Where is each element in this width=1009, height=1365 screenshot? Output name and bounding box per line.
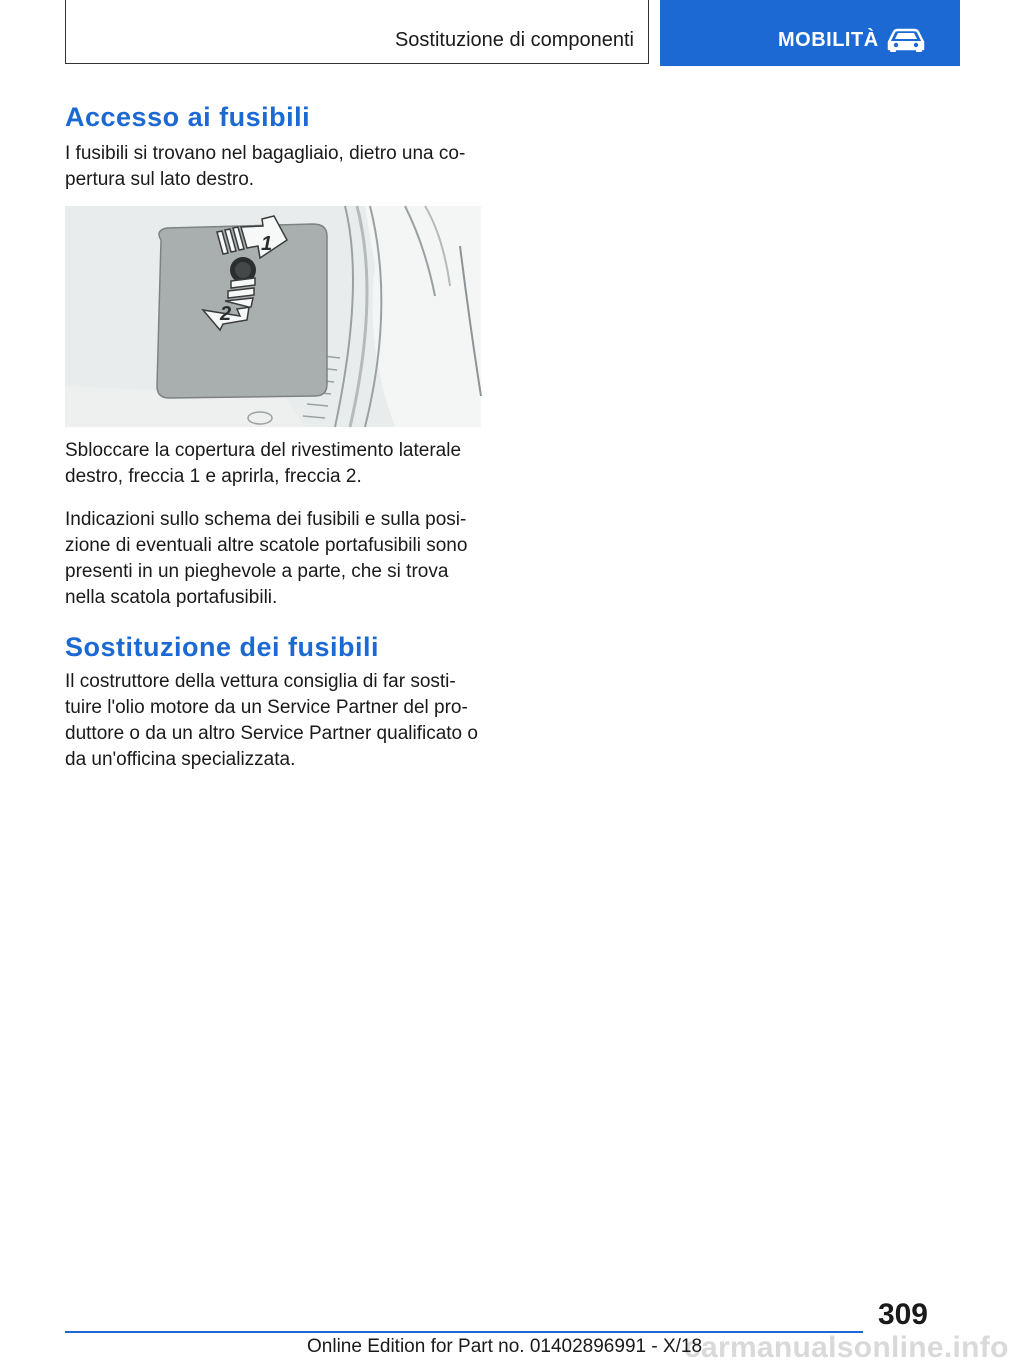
trunk-side-panel-drawing xyxy=(65,206,481,427)
text-line: tuire l'olio motore da un Service Partner del pro- xyxy=(65,697,468,718)
text-line: nella scatola portafusibili. xyxy=(65,587,278,608)
note-paragraph xyxy=(65,507,485,611)
fuse-cover-illustration xyxy=(65,206,481,427)
section-header-tab xyxy=(65,0,649,64)
car-icon xyxy=(886,27,926,53)
edition-info: Online Edition for Part no. 01402896991 - X/18 xyxy=(307,1336,703,1357)
text-line: duttore o da un altro Service Partner qualificato o xyxy=(65,723,478,744)
text-line: destro, freccia 1 e aprirla, freccia 2. xyxy=(65,466,362,487)
watermark: carmanualsonline.info xyxy=(684,1331,1009,1364)
text-line: Sbloccare la copertura del rivestimento laterale xyxy=(65,440,462,461)
chapter-header-tab xyxy=(660,0,960,66)
text-line: I fusibili si trovano nel bagagliaio, dietro una co- xyxy=(65,143,466,164)
chapter-title: MOBILITÀ xyxy=(778,29,879,51)
arrow-1-label: 1 xyxy=(261,233,273,255)
text-line: zione di eventuali altre scatole portafusibili sono xyxy=(65,535,468,556)
section-title: Sostituzione di componenti xyxy=(394,29,634,51)
page-number: 309 xyxy=(877,1298,928,1331)
text-line: pertura sul lato destro. xyxy=(65,169,255,190)
text-line: Indicazioni sullo schema dei fusibili e sulla posi- xyxy=(65,509,467,530)
text-line: da un'officina specializzata. xyxy=(65,749,296,770)
text-line: Il costruttore della vettura consiglia di far sosti- xyxy=(65,671,456,692)
intro-paragraph xyxy=(65,141,485,193)
heading-accesso-fusibili: Accesso ai fusibili xyxy=(65,102,311,132)
body-paragraph xyxy=(65,669,485,773)
arrow-2-label: 2 xyxy=(220,303,232,325)
text-line: presenti in un pieghevole a parte, che si trova xyxy=(65,561,449,582)
heading-sostituzione-fusibili: Sostituzione dei fusibili xyxy=(65,632,380,662)
step-paragraph xyxy=(65,438,485,490)
